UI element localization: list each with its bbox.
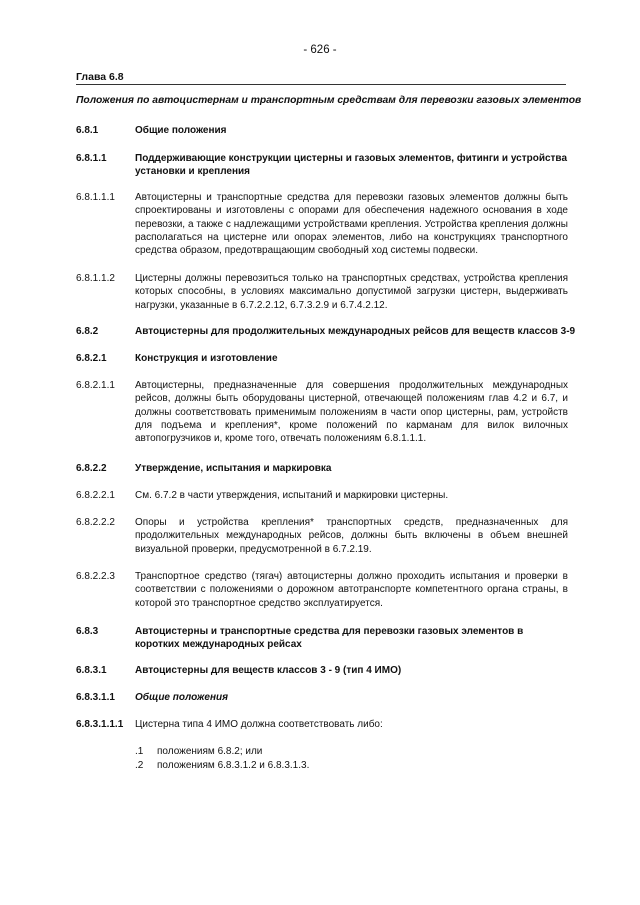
section-paragraph: Опоры и устройства крепления* транспортных средств, предназначенных для продолжительных международных рейсов, должны быть включены в объем внешней визуальной проверки, предусмотренной в 6.7.2.19.: [135, 517, 568, 555]
section-paragraph: Цистерны должны перевозиться только на транспортных средствах, устройства крепления которых способны, в условиях максимально допустимой загрузки цистерн, выдерживать нагрузки, указанные в 6.7.2.2.12, 6.7.3.2.9 и 6.7.4.2.12.: [135, 273, 568, 311]
section-paragraph: См. 6.7.2 в части утверждения, испытаний и маркировки цистерны.: [135, 490, 449, 501]
section-number: 6.8.3.1.1: [76, 692, 115, 703]
section-6-8-3-1-1: [76, 691, 568, 704]
section-paragraph: Транспортное средство (тягач) автоцистерны должно проходить испытания и проверки в соответствии с положениями о дорожном автотранспорте компетентного органа страны, в которой это транспортное средство эксплуатируется.: [135, 571, 568, 609]
section-number: 6.8.2.1: [76, 353, 107, 364]
section-6-8-1: [76, 124, 568, 137]
section-number: 6.8.1.1: [76, 153, 107, 164]
section-6-8-1-1: [76, 152, 568, 179]
section-heading: Общие положения: [135, 125, 227, 136]
section-heading: Автоцистерны и транспортные средства для перевозки газовых элементов в коротких международных рейсах: [135, 626, 524, 651]
section-paragraph: Автоцистерны и транспортные средства для перевозки газовых элементов должны быть спроектированы и изготовлены с опорами для обеспечения надежного основания в ходе перевозки, а также с надлежащими устройствами крепления. Устройства крепления должны располагаться на цистерне или опорах элементов, либо на конструкциях транспортного средства образом, предотвращающим свободный ход системы подвески.: [135, 192, 568, 257]
section-6-8-3-1: [76, 664, 568, 677]
list-item-text: положениям 6.8.2; или: [157, 746, 263, 757]
section-heading: Поддерживающие конструкции цистерны и газовых элементов, фитинги и устройства установки и крепления: [135, 153, 568, 178]
section-number: 6.8.3: [76, 626, 99, 637]
section-heading: Автоцистерны для веществ классов 3 - 9 (тип 4 ИМО): [135, 665, 402, 676]
section-number: 6.8.3.1: [76, 665, 107, 676]
section-paragraph: Цистерна типа 4 ИМО должна соответствовать либо:: [135, 719, 383, 730]
section-paragraph: Автоцистерны, предназначенные для совершения продолжительных международных рейсов, должны быть оборудованы цистерной, отвечающей положениям глав 4.2 и 6.7, и должны соответствовать применимым положениям в части опор цистерны, рам, устройств для подъема и крепления*, кроме положений по карманам для вилок вилочных автопогрузчиков и, кроме того, отвечать положениям 6.8.1.1.1.: [135, 380, 568, 445]
section-heading: Конструкция и изготовление: [135, 353, 278, 364]
section-6-8-2-2: [76, 462, 568, 475]
list-item-text: положениям 6.8.3.1.2 и 6.8.3.1.3.: [157, 760, 310, 771]
list-marker: .1: [135, 746, 144, 757]
section-number: 6.8.2.2: [76, 463, 107, 474]
page-number: - 626 -: [303, 44, 337, 56]
section-number: 6.8.1.1.2: [76, 273, 115, 284]
section-heading: Общие положения: [135, 692, 229, 703]
section-number: 6.8.3.1.1.1: [76, 719, 124, 730]
section-number: 6.8.2.2.1: [76, 490, 115, 501]
section-6-8-3: [76, 625, 568, 652]
section-6-8-2-2-3: [76, 570, 568, 610]
header-rule: [76, 84, 566, 85]
section-number: 6.8.2.2.3: [76, 571, 115, 582]
section-heading: Утверждение, испытания и маркировка: [135, 463, 332, 474]
chapter-title: Положения по автоцистернам и транспортным средствам для перевозки газовых элементов: [76, 95, 582, 106]
section-number: 6.8.2: [76, 326, 99, 337]
section-6-8-2: [76, 325, 576, 338]
section-6-8-2-1: [76, 352, 568, 365]
section-6-8-3-1-1-1: [76, 718, 568, 731]
section-number: 6.8.1.1.1: [76, 192, 115, 203]
section-6-8-1-1-2: [76, 272, 568, 312]
list-item: [135, 759, 309, 772]
list-marker: .2: [135, 760, 144, 771]
section-6-8-2-2-2: [76, 516, 568, 556]
section-number: 6.8.2.1.1: [76, 380, 115, 391]
chapter-heading: Глава 6.8: [76, 71, 124, 83]
section-heading: Автоцистерны для продолжительных международных рейсов для веществ классов 3-9: [135, 326, 576, 337]
section-6-8-2-2-1: [76, 489, 568, 502]
section-number: 6.8.1: [76, 125, 99, 136]
section-number: 6.8.2.2.2: [76, 517, 115, 528]
section-6-8-1-1-1: [76, 191, 568, 257]
list-item: [135, 745, 262, 758]
section-6-8-2-1-1: [76, 379, 568, 445]
